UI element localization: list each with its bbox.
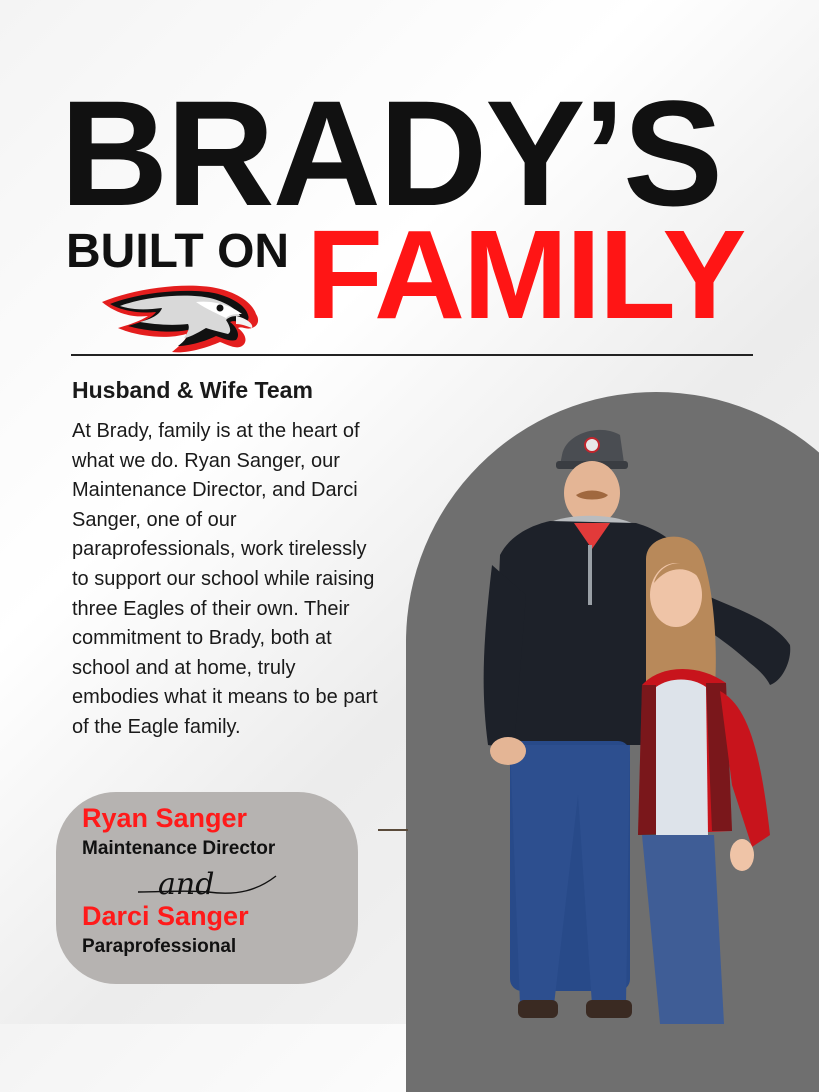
person2-name: Darci Sanger — [82, 901, 249, 931]
couple-photo — [470, 415, 800, 1024]
person1-role: Maintenance Director — [82, 838, 276, 859]
page-title-family: FAMILY — [306, 204, 745, 345]
and-script-text: and — [158, 867, 215, 902]
article-body: At Brady, family is at the heart of what we do. Ryan Sanger, our Maintenance Director, and Darci Sanger, one of our paraprofessionals, work tirelessly to support our school while raising three Eagles of their own. Their commitment to Brady, both at school and at home, truly embodies what it means to be part of the Eagle family. — [72, 420, 378, 738]
person1-name: Ryan Sanger — [82, 803, 248, 833]
pointer-line — [378, 829, 408, 831]
page-title-built-on: BUILT ON — [66, 225, 290, 278]
person2-role: Paraprofessional — [82, 936, 237, 957]
article-subheading: Husband & Wife Team — [72, 377, 313, 403]
page-title-bradys: BRADY’S — [60, 69, 722, 237]
eagle-logo-icon — [96, 280, 266, 358]
title-divider — [71, 354, 753, 356]
